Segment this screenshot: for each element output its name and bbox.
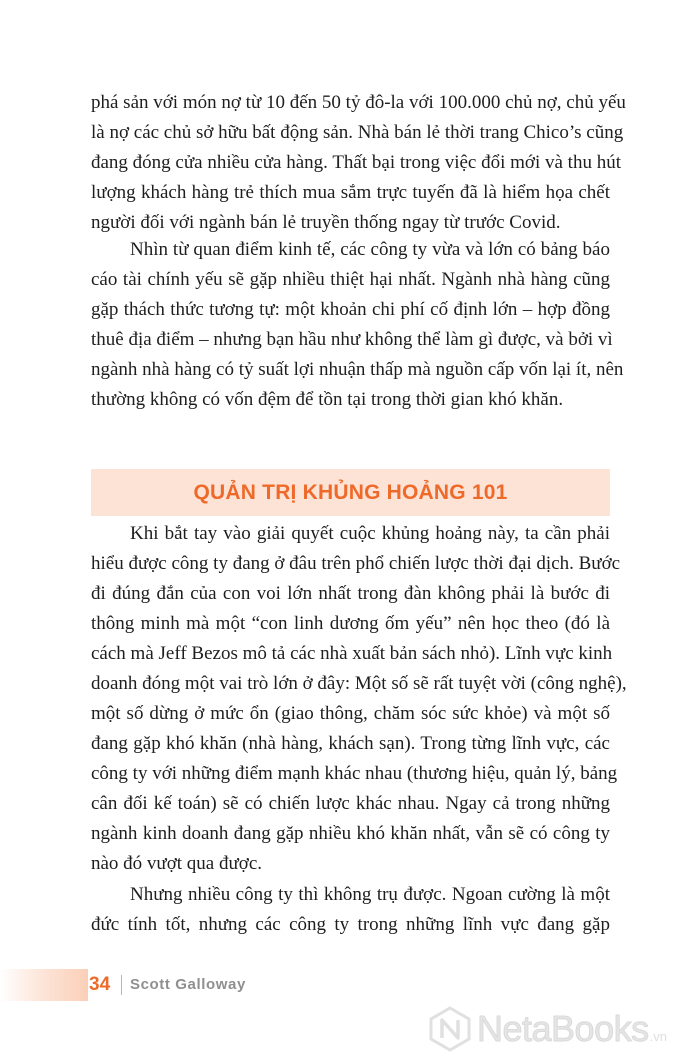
page-number: 34	[89, 974, 111, 995]
text-line: Nhưng nhiều công ty thì không trụ được. Ngoan cường là một	[130, 884, 610, 905]
text-line: Nhìn từ quan điểm kinh tế, các công ty vừa và lớn có bảng báo	[130, 239, 610, 260]
section-heading-band	[91, 469, 610, 516]
text-line: hiểu được công ty đang ở đâu trên phổ chiến lược thời đại dịch. Bước	[91, 553, 621, 574]
text-line: một số dừng ở mức ổn (giao thông, chăm sóc sức khỏe) và một số	[91, 703, 610, 724]
netabooks-logo-icon	[427, 1006, 473, 1052]
watermark	[427, 1004, 667, 1054]
text-line: thông minh mà một “con linh dương ốm yếu” nên học theo (đó là	[91, 613, 610, 634]
text-line: cách mà Jeff Bezos mô tả các nhà xuất bản sách nhỏ). Lĩnh vực kinh	[91, 643, 613, 664]
paragraph-continuation	[91, 88, 626, 238]
text-line: phá sản với món nợ từ 10 đến 50 tỷ đô-la với 100.000 chủ nợ, chủ yếu	[91, 92, 626, 113]
text-line: người đối với ngành bán lẻ truyền thống ngay từ trước Covid.	[91, 212, 561, 233]
paragraph-economics	[91, 235, 624, 415]
text-line: là nợ các chủ sở hữu bất động sản. Nhà bán lẻ thời trang Chico’s cũng	[91, 122, 624, 143]
text-line: lượng khách hàng trẻ thích mua sắm trực tuyến đã là hiểm họa chết	[91, 182, 610, 203]
watermark-suffix: .vn	[649, 1028, 667, 1044]
text-line: đang đóng cửa nhiều cửa hàng. Thất bại trong việc đổi mới và thu hút	[91, 152, 621, 173]
text-line: doanh đóng một vai trò lớn ở đây: Một số sẽ rất tuyệt vời (công nghệ),	[91, 673, 627, 694]
text-line: công ty với những điểm mạnh khác nhau (thương hiệu, quản lý, bảng	[91, 763, 618, 784]
paragraph-resilience	[91, 880, 610, 940]
text-line: Khi bắt tay vào giải quyết cuộc khủng hoảng này, ta cần phải	[130, 523, 610, 544]
text-line: cân đối kế toán) sẽ có chiến lược khác nhau. Ngay cả trong những	[91, 793, 610, 814]
section-heading: QUẢN TRỊ KHỦNG HOẢNG 101	[193, 480, 508, 504]
text-line: gặp thách thức tương tự: một khoản chi phí cố định lớn – hợp đồng	[91, 299, 610, 320]
text-line: cáo tài chính yếu sẽ gặp nhiều thiệt hại nhất. Ngành nhà hàng cũng	[91, 269, 610, 290]
footer-author: Scott Galloway	[130, 976, 246, 993]
text-line: thường không có vốn đệm để tồn tại trong thời gian khó khăn.	[91, 389, 564, 410]
text-line: nào đó vượt qua được.	[91, 853, 263, 874]
paragraph-crisis-management	[91, 519, 627, 879]
text-line: ngành kinh doanh đang gặp nhiều khó khăn nhất, vẫn sẽ có công ty	[91, 823, 610, 844]
text-line: đang gặp khó khăn (nhà hàng, khách sạn). Trong từng lĩnh vực, các	[91, 733, 610, 754]
text-line: thuê địa điểm – nhưng bạn hầu như không thể làm gì được, và bởi vì	[91, 329, 613, 350]
text-line: ngành nhà hàng có tỷ suất lợi nhuận thấp mà nguồn cấp vốn lại ít, nên	[91, 359, 624, 380]
footer-accent-bar	[0, 969, 88, 1001]
watermark-text: NetaBooks	[477, 1008, 649, 1049]
text-line: đức tính tốt, nhưng các công ty trong những lĩnh vực đang gặp	[91, 914, 610, 935]
text-line: đi đúng đắn của con voi lớn nhất trong đàn không phải là bước đi	[91, 583, 610, 604]
footer-divider	[121, 975, 122, 995]
